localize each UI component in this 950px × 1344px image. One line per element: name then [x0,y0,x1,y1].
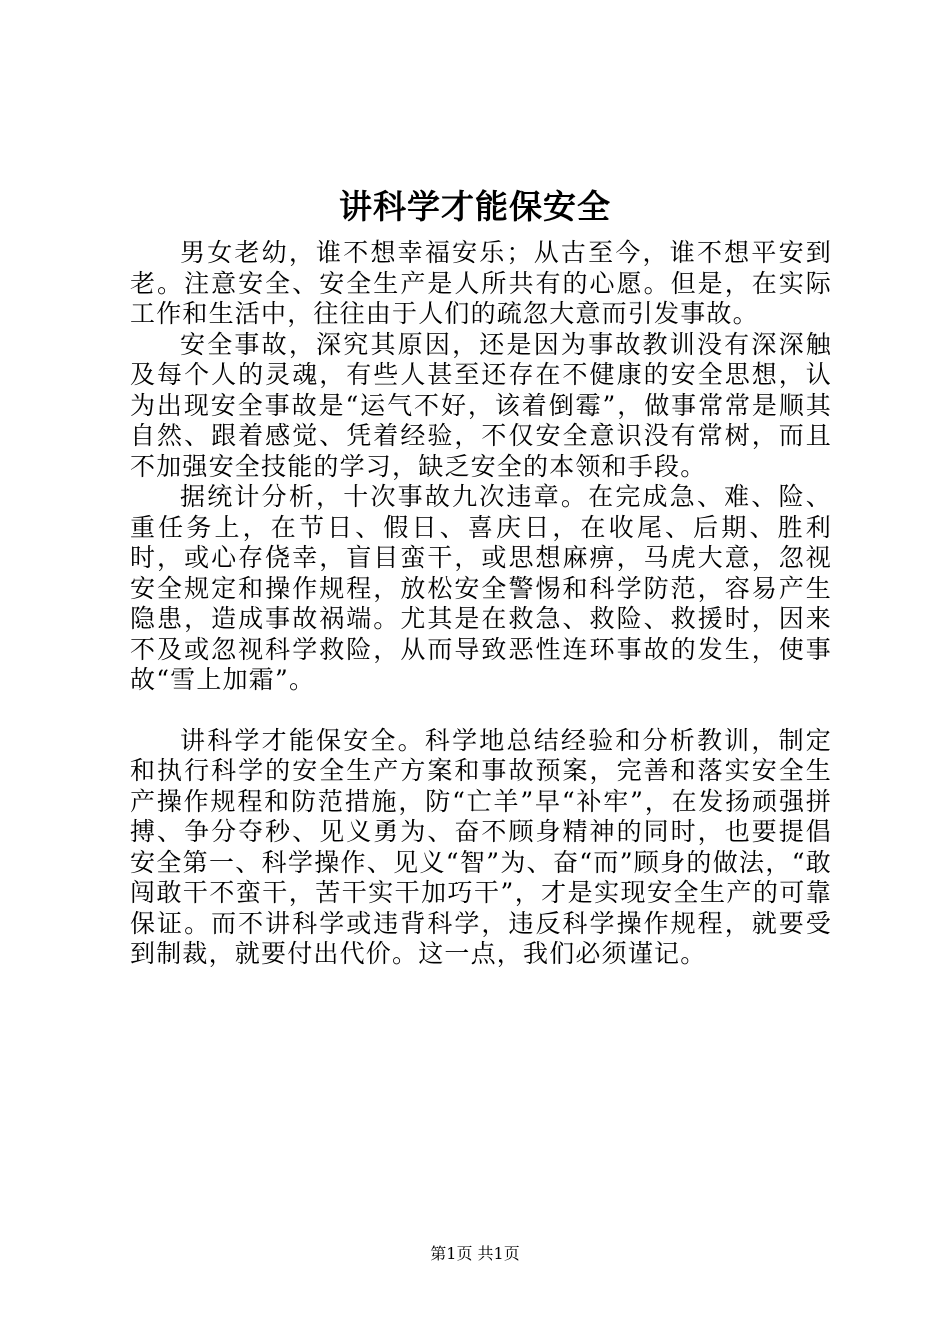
paragraph-3: 据统计分析，十次事故九次违章。在完成急、难、险、重任务上，在节日、假日、喜庆日，在收尾、后期、胜利时，或心存侥幸，盲目蛮干，或思想麻痹，马虎大意，忽视安全规定和操作规程，放松安全警惕和科学防范，容易产生隐患，造成事故祸端。尤其是在救急、救险、救援时，因来不及或忽视科学救险，从而导致恶性连环事故的发生，使事故“雪上加霜”。 [130,482,832,694]
paragraph-1: 男女老幼，谁不想幸福安乐；从古至今，谁不想平安到老。注意安全、安全生产是人所共有的心愿。但是，在实际工作和生活中，往往由于人们的疏忽大意而引发事故。 [130,238,832,328]
document-body [130,238,832,970]
paragraph-2: 安全事故，深究其原因，还是因为事故教训没有深深触及每个人的灵魂，有些人甚至还存在不健康的安全思想，认为出现安全事故是“运气不好，该着倒霉”，做事常常是顺其自然、跟着感觉、凭着经验，不仅安全意识没有常树，而且不加强安全技能的学习，缺乏安全的本领和手段。 [130,329,832,481]
document-title: 讲科学才能保安全 [339,187,611,226]
page-footer: 第1页 共1页 [430,1244,520,1263]
paragraph-4: 讲科学才能保安全。科学地总结经验和分析教训，制定和执行科学的安全生产方案和事故预案，完善和落实安全生产操作规程和防范措施，防“亡羊”早“补牢”，在发扬顽强拼搏、争分夺秒、见义勇为、奋不顾身精神的同时，也要提倡安全第一、科学操作、见义“智”为、奋“而”顾身的做法，“敢闯敢干不蛮干，苦干实干加巧干”，才是实现安全生产的可靠保证。而不讲科学或违背科学，违反科学操作规程，就要受到制裁，就要付出代价。这一点，我们必须谨记。 [130,725,832,968]
paragraph-spacer [130,696,832,726]
